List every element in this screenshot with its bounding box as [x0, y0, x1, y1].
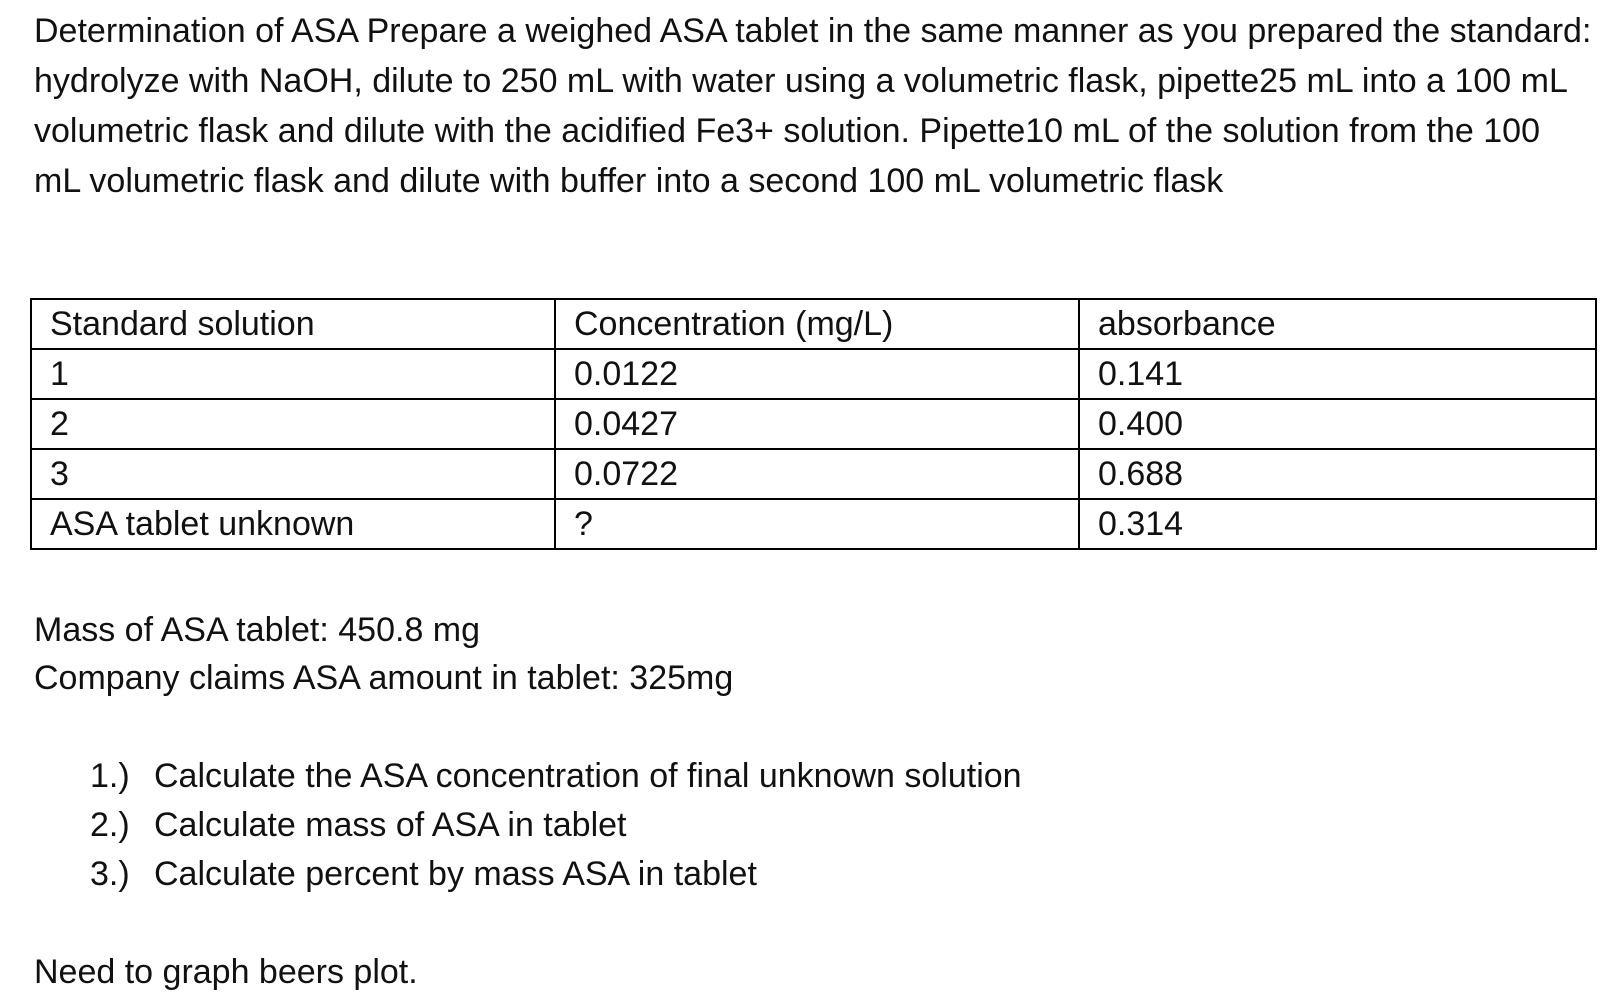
cell-standard: 2	[31, 399, 555, 449]
cell-concentration: 0.0722	[555, 449, 1079, 499]
cell-absorbance: 0.400	[1079, 399, 1596, 449]
company-claim-text: Company claims ASA amount in tablet: 325mg	[34, 659, 734, 697]
header-standard-solution: Standard solution	[31, 299, 555, 349]
tablet-mass-text: Mass of ASA tablet: 450.8 mg	[34, 611, 481, 649]
cell-absorbance: 0.314	[1079, 499, 1596, 549]
footer-note: Need to graph beers plot.	[34, 953, 418, 991]
cell-standard: 3	[31, 449, 555, 499]
table-row	[31, 499, 1596, 549]
table-row	[31, 349, 1596, 399]
cell-standard: 1	[31, 349, 555, 399]
intro-paragraph: Determination of ASA Prepare a weighed ASA tablet in the same manner as you prepared the standard: hydrolyze with NaOH, dilute to 250 mL with water using a volumetric flask, pipette25 mL into a 100 mL volumetric flask and dilute with the acidified Fe3+ solution. Pipette10 mL of the solution from the 100 mL volumetric flask and dilute with buffer into a second 100 mL volumetric flask	[34, 12, 1592, 200]
cell-absorbance: 0.688	[1079, 449, 1596, 499]
question-number: 3.)	[90, 855, 130, 893]
question-list	[90, 752, 1022, 899]
standards-table	[30, 298, 1597, 550]
list-item	[90, 850, 1022, 899]
table-row	[31, 399, 1596, 449]
cell-concentration: 0.0427	[555, 399, 1079, 449]
list-item	[90, 801, 1022, 850]
table-header-row	[31, 299, 1596, 349]
cell-concentration: 0.0122	[555, 349, 1079, 399]
question-text: Calculate the ASA concentration of final unknown solution	[154, 757, 1022, 795]
cell-concentration: ?	[555, 499, 1079, 549]
mass-info	[34, 606, 733, 702]
header-absorbance: absorbance	[1079, 299, 1596, 349]
question-number: 1.)	[90, 757, 130, 795]
question-number: 2.)	[90, 806, 130, 844]
cell-absorbance: 0.141	[1079, 349, 1596, 399]
question-text: Calculate percent by mass ASA in tablet	[154, 855, 757, 893]
table-row	[31, 449, 1596, 499]
header-concentration: Concentration (mg/L)	[555, 299, 1079, 349]
question-text: Calculate mass of ASA in tablet	[154, 806, 627, 844]
cell-standard: ASA tablet unknown	[31, 499, 555, 549]
list-item	[90, 752, 1022, 801]
